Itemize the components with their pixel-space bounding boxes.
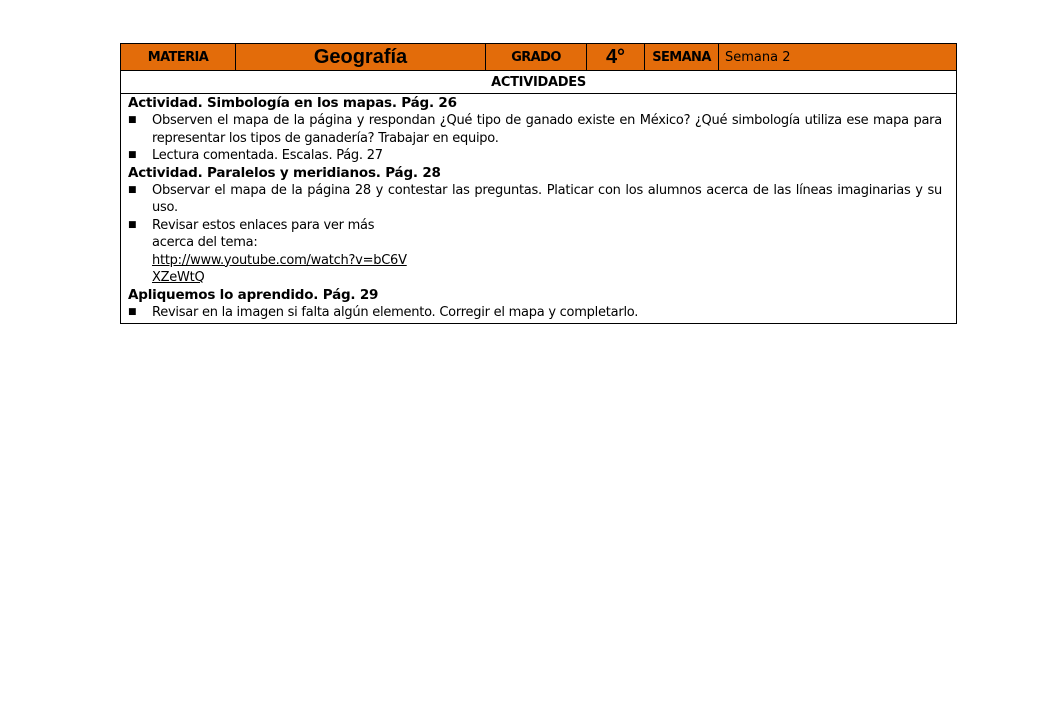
bullet-icon: ■ <box>128 115 137 125</box>
list-item-text: Observen el mapa de la página y respondan ¿Qué tipo de ganado existe en México? ¿Qué simbología utiliza ese mapa para representar los tipos de ganadería? Trabajar en equipo. <box>152 113 942 146</box>
youtube-link[interactable]: http://www.youtube.com/watch?v=bC6VXZeWtQ <box>152 252 407 285</box>
section-title-symbology: Actividad. Simbología en los mapas. Pág. 26 <box>128 95 457 111</box>
header-row <box>121 44 957 71</box>
list-item-text: Lectura comentada. Escalas. Pág. 27 <box>152 148 383 163</box>
bullet-icon: ■ <box>128 150 137 160</box>
section-title-apply: Apliquemos lo aprendido. Pág. 29 <box>128 286 379 303</box>
lesson-plan-table <box>120 43 957 324</box>
grade-value: 4° <box>587 44 645 71</box>
list-item-text: Observar el mapa de la página 28 y contestar las preguntas. Platicar con los alumnos acerca de las líneas imaginarias y su uso. <box>152 182 942 215</box>
lesson-plan-page <box>120 43 956 324</box>
list-item-text: Revisar estos enlaces para ver más acerca del tema: <box>152 217 375 250</box>
week-value: Semana 2 <box>719 44 957 71</box>
list-item <box>128 112 942 147</box>
links-block <box>152 217 407 287</box>
activities-title: ACTIVIDADES <box>121 71 957 94</box>
bullet-icon: ■ <box>128 219 137 230</box>
list-item-text: Revisar en la imagen si falta algún elemento. Corregir el mapa y completarlo. <box>152 304 639 320</box>
list-item <box>128 182 942 217</box>
list-item <box>128 147 942 165</box>
week-label: SEMANA <box>645 44 719 71</box>
bullet-icon: ■ <box>128 184 137 195</box>
activities-header-row <box>121 71 957 94</box>
activities-content <box>121 94 957 324</box>
subject-label: MATERIA <box>121 44 236 71</box>
list-item <box>128 304 942 322</box>
subject-value: Geografía <box>236 44 486 71</box>
grade-label: GRADO <box>486 44 587 71</box>
activities-content-row <box>121 94 957 324</box>
bullet-icon: ■ <box>128 306 137 317</box>
list-item <box>128 217 942 287</box>
section-title-parallels: Actividad. Paralelos y meridianos. Pág. 28 <box>128 164 441 181</box>
